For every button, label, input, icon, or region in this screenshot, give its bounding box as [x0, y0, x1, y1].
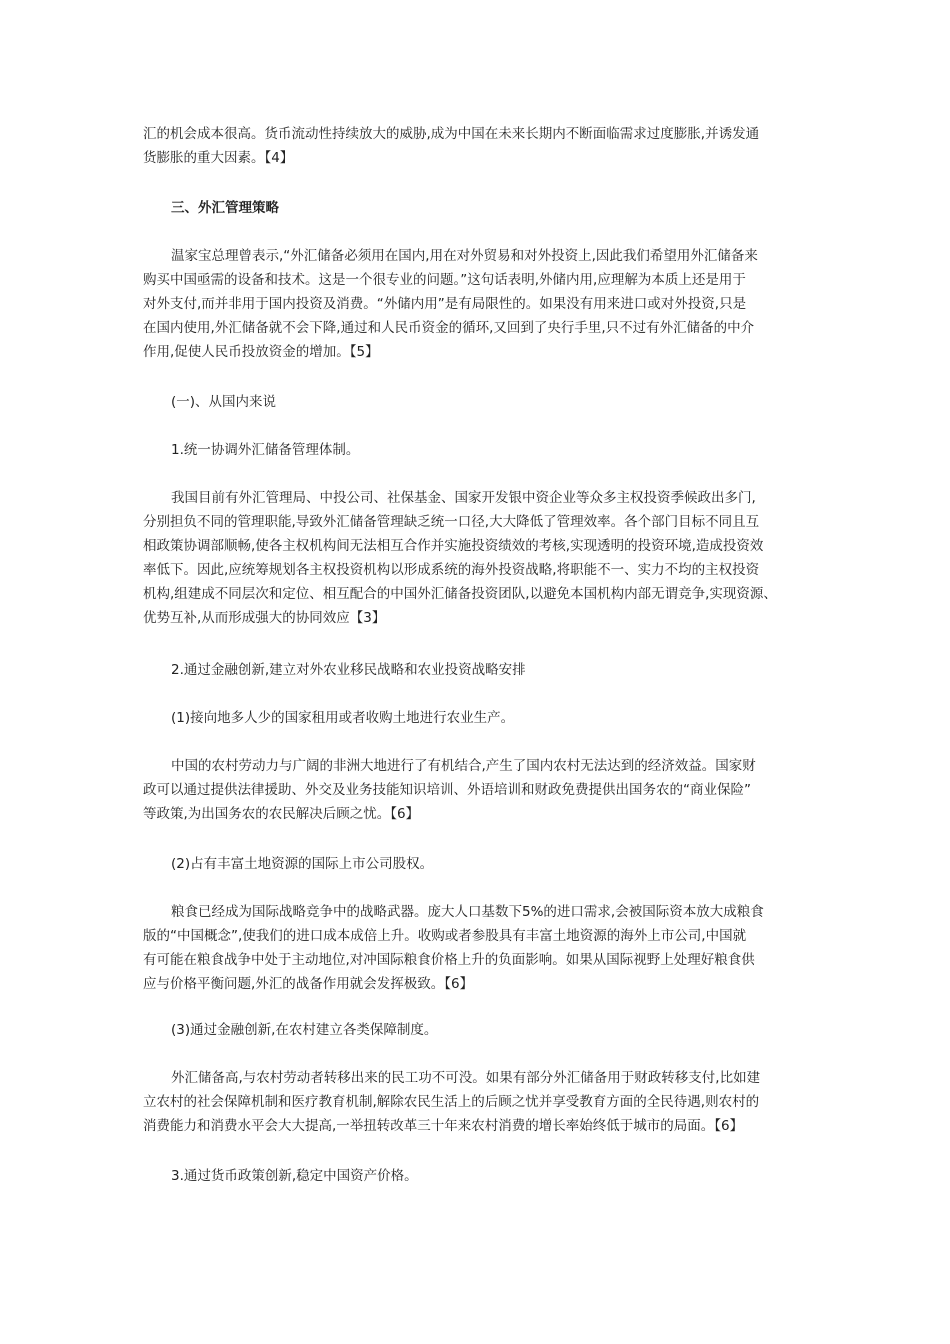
text-line: 作用,促使人民币投放资金的增加。【5】: [143, 344, 379, 360]
text-line: 汇的机会成本很高。货币流动性持续放大的威胁,成为中国在未来长期内不断面临需求过度膨胀,并诱发通: [143, 126, 760, 142]
subsection-heading: (一)、从国内来说: [171, 394, 277, 410]
sub-item-heading-1: [143, 706, 815, 730]
section-heading-forex-strategy: [143, 196, 815, 220]
text-line: 中国的农村劳动力与广阔的非洲大地进行了有机结合,产生了国内农村无法达到的经济效益。国家财: [171, 758, 756, 774]
paragraph-africa-agriculture: [143, 754, 815, 826]
section-heading: 三、外汇管理策略: [171, 200, 279, 216]
text-line: 有可能在粮食战争中处于主动地位,对冲国际粮食价格上升的负面影响。如果从国际视野上处理好粮食供: [143, 952, 755, 968]
text-line: 立农村的社会保障机制和医疗教育机制,解除农民生活上的后顾之忧并享受教育方面的全民待遇,则农村的: [143, 1094, 760, 1110]
text-line: 优势互补,从而形成强大的协同效应【3】: [143, 610, 386, 626]
paragraph-management-system: [143, 486, 815, 630]
paragraph-premier-quote: [143, 244, 815, 364]
text-line: 粮食已经成为国际战略竞争中的战略武器。庞大人口基数下5%的进口需求,会被国际资本放大成粮食: [171, 904, 764, 920]
text-line: 机构,组建成不同层次和定位、相互配合的中国外汇储备投资团队,以避免本国机构内部无谓竞争,实现资源、: [143, 586, 777, 602]
sub-item-heading-3: [143, 1018, 815, 1042]
text-line: 我国目前有外汇管理局、中投公司、社保基金、国家开发银中资企业等众多主权投资季候政出多门,: [171, 490, 756, 506]
sub-item-heading: (1)接向地多人少的国家租用或者收购土地进行农业生产。: [171, 710, 515, 726]
item-heading: 2.通过金融创新,建立对外农业移民战略和农业投资战略安排: [171, 662, 526, 678]
item-heading-2: [143, 658, 815, 682]
text-line: 在国内使用,外汇储备就不会下降,通过和人民币资金的循环,又回到了央行手里,只不过有外汇储备的中介: [143, 320, 755, 336]
text-line: 购买中国亟需的设备和技术。这是一个很专业的问题。”这句话表明,外储内用,应理解为本质上还是用于: [143, 272, 746, 288]
text-line: 相政策协调部顺畅,使各主权机构间无法相互合作并实施投资绩效的考核,实现透明的投资环境,造成投资效: [143, 538, 764, 554]
text-line: 外汇储备高,与农村劳动者转移出来的民工功不可没。如果有部分外汇储备用于财政转移支付,比如建: [171, 1070, 761, 1086]
text-line: 率低下。因此,应统筹规划各主权投资机构以形成系统的海外投资战略,将职能不一、实力不均的主权投资: [143, 562, 760, 578]
paragraph-inflation-factor: [143, 122, 815, 170]
sub-item-heading: (3)通过金融创新,在农村建立各类保障制度。: [171, 1022, 438, 1038]
text-line: 应与价格平衡问题,外汇的战备作用就会发挥极致。【6】: [143, 976, 474, 992]
sub-item-heading-2: [143, 852, 815, 876]
text-line: 政可以通过提供法律援助、外交及业务技能知识培训、外语培训和财政免费提供出国务农的“商业保险”: [143, 782, 751, 798]
sub-item-heading: (2)占有丰富土地资源的国际上市公司股权。: [171, 856, 434, 872]
item-heading-3: [143, 1164, 815, 1188]
text-line: 等政策,为出国务农的农民解决后顾之忧。【6】: [143, 806, 420, 822]
text-line: 分别担负不同的管理职能,导致外汇储备管理缺乏统一口径,大大降低了管理效率。各个部门目标不同且互: [143, 514, 760, 530]
paragraph-grain-strategy: [143, 900, 815, 996]
item-heading-1: [143, 438, 815, 462]
text-line: 对外支付,而并非用于国内投资及消费。“外储内用”是有局限性的。如果没有用来进口或对外投资,只是: [143, 296, 747, 312]
paragraph-rural-security: [143, 1066, 815, 1138]
text-line: 温家宝总理曾表示,“外汇储备必须用在国内,用在对外贸易和对外投资上,因此我们希望用外汇储备来: [171, 248, 758, 264]
text-line: 消费能力和消费水平会大大提高,一举扭转改革三十年来农村消费的增长率始终低于城市的局面。【6】: [143, 1118, 744, 1134]
item-heading: 1.统一协调外汇储备管理体制。: [171, 442, 360, 458]
text-line: 货膨胀的重大因素。【4】: [143, 150, 294, 166]
item-heading: 3.通过货币政策创新,稳定中国资产价格。: [171, 1168, 418, 1184]
subsection-heading-domestic: [143, 390, 815, 414]
text-line: 版的“中国概念”,使我们的进口成本成倍上升。收购或者参股具有丰富土地资源的海外上市公司,中国就: [143, 928, 747, 944]
